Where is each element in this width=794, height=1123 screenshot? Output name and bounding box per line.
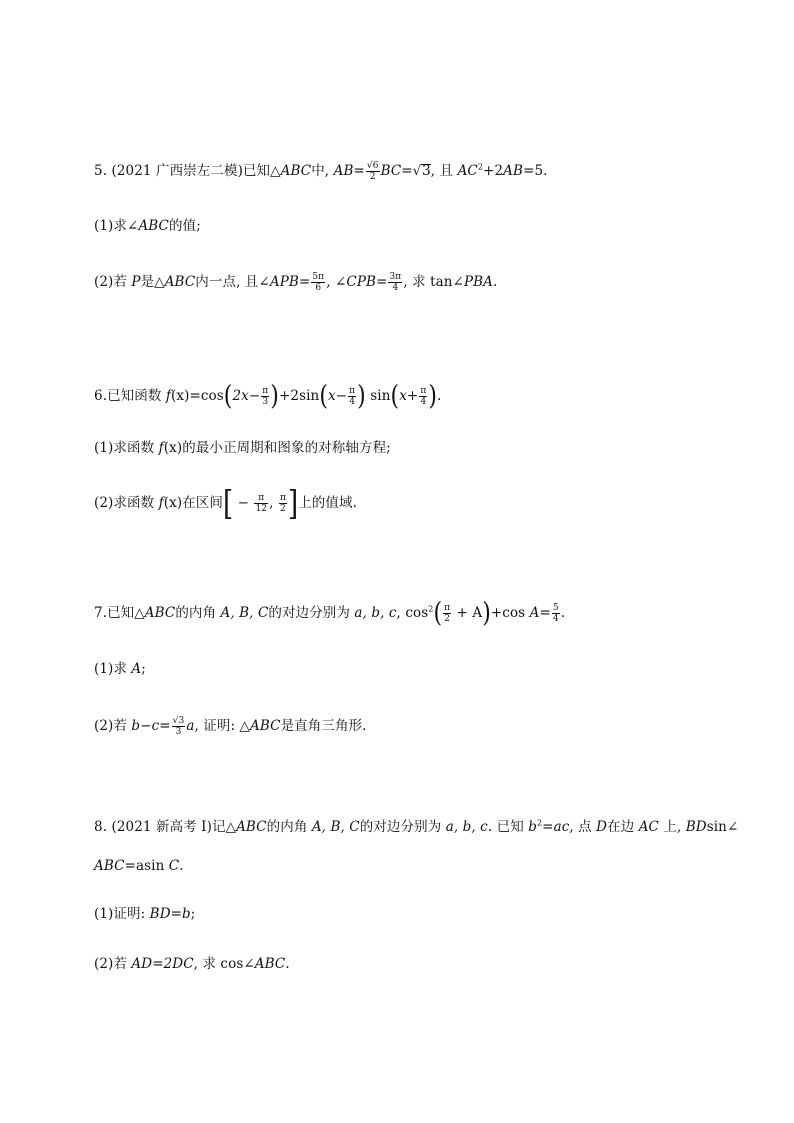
p6-part1-f: f (158, 440, 164, 456)
sqrt-icon: √ (412, 164, 422, 179)
p7-part2-abc: ABC (250, 718, 281, 734)
p5-ab: AB (503, 163, 524, 179)
p7-pluscos: +cos (490, 605, 530, 621)
p8-mid: 的内角 (266, 819, 312, 835)
p7-pi2-fraction (443, 603, 451, 624)
p8-part2-expr: AD=2DC (131, 956, 194, 972)
p7-angles: A, B, C (220, 605, 269, 621)
p8-part2-abc: ABC (254, 956, 286, 972)
p8-eq-ac: =ac (542, 819, 570, 835)
p7-pi2-den: 2 (444, 614, 451, 624)
p6-part1-prefix: (1)求函数 (94, 440, 159, 456)
p6-pi3-den: 3 (262, 397, 269, 407)
p6-pi4b-den: 4 (420, 397, 427, 407)
p5-plus: +2 (483, 163, 504, 179)
p5-triangle: ABC (280, 163, 312, 179)
p8-part1-prefix: (1)证明: (94, 906, 150, 922)
p5-apb-den: 6 (315, 283, 322, 293)
p6-pi4a-num: π (349, 386, 356, 396)
p8-sin: sin∠ (706, 819, 739, 835)
p6-part1-end: 的最小正周期和图象的对称轴方程; (182, 440, 391, 456)
p7-mid: 的内角 (175, 605, 221, 621)
right-paren-icon: ) (357, 380, 366, 412)
p5-part2-mid: 是△ (140, 274, 165, 290)
p6-pi4b-fraction (419, 386, 427, 407)
p8-sq: 2 (536, 818, 543, 828)
right-paren-icon: ) (482, 597, 491, 629)
p6-plus-2sin: +2sin (278, 388, 320, 404)
p8-part2-prefix: (2)若 (94, 956, 132, 972)
problem-5-part-1 (94, 216, 201, 236)
p7-frac-den: 4 (552, 614, 559, 624)
p5-frac-den: 2 (369, 172, 376, 182)
p5-ac: AC (457, 163, 478, 179)
p5-ab-eq: AB= (333, 163, 365, 179)
p8-on2: 上, (658, 819, 686, 835)
p5-end: =5. (523, 163, 548, 179)
p5-sq: 2 (477, 162, 484, 172)
left-bracket-icon: [ (223, 484, 234, 523)
p6-pi3-fraction (261, 386, 269, 407)
problem-6-statement (94, 380, 442, 412)
p7-a: A (529, 605, 540, 621)
problem-8-part-1 (94, 904, 195, 924)
problem-8-statement-line-2 (94, 856, 184, 876)
p5-prefix: 5. (2021 广西崇左二模)已知△ (94, 163, 281, 179)
p8-mid2: 的对边分别为 (359, 819, 446, 835)
p5-part2-end: . (493, 274, 498, 290)
p5-cpb-den: 4 (392, 283, 399, 293)
p6-f: f (165, 388, 171, 404)
problem-8-part-2 (94, 954, 290, 974)
p5-cpb-eq: = (376, 274, 388, 290)
p7-part1-a: A (131, 661, 142, 677)
p5-root: 3 (422, 163, 431, 179)
left-paren-icon: ( (223, 380, 233, 412)
left-paren-icon: ( (390, 380, 400, 412)
right-bracket-icon: ] (287, 484, 299, 523)
problem-7-part-1 (94, 659, 146, 679)
p8-abc: ABC (236, 819, 267, 835)
p7-cos: , cos (396, 605, 429, 621)
p6-pi12-num: π (254, 493, 268, 504)
p7-part2-prefix: (2)若 (94, 718, 132, 734)
right-paren-icon: ) (270, 380, 279, 412)
p6-pi4b-num: π (420, 386, 427, 396)
p5-part2-mid2: 内一点, 且∠ (195, 274, 270, 290)
p8-on: 在边 (607, 819, 639, 835)
p8-part2-end: . (285, 956, 290, 972)
p8-part2-mid: , 求 cos∠ (193, 956, 255, 972)
p5-ask: , 求 tan∠ (403, 274, 464, 290)
left-paren-icon: ( (319, 380, 329, 412)
p6-plus: + (406, 388, 419, 404)
p8-line2-rest: =asin (124, 858, 169, 874)
p7-mid2: 的对边分别为 (268, 605, 355, 621)
p6-pi3-num: π (262, 386, 269, 396)
p5-part1-prefix: (1)求∠ (94, 218, 139, 234)
p6-pi12-den: 12 (255, 504, 268, 514)
p6-pi2-fraction (279, 493, 287, 514)
p6-comma: , (269, 495, 278, 511)
p5-cpb-fraction (388, 272, 402, 293)
p6-part1-x: (x) (163, 440, 183, 456)
p7-part2-mid: , 证明: △ (194, 718, 250, 734)
p6-pi4a-fraction (348, 386, 356, 407)
p6-part2-end: 上的值域. (298, 495, 357, 511)
p8-known: . 已知 (487, 819, 529, 835)
p7-abc: ABC (144, 605, 176, 621)
p8-part1-end: ; (190, 906, 196, 922)
p8-line2-abc: ABC (94, 858, 125, 874)
p8-b: b (528, 819, 537, 835)
p7-part2-fraction (172, 716, 186, 737)
p6-sin: sin (370, 388, 391, 404)
p7-part1: (1)求 (94, 661, 132, 677)
p8-line2-end: . (179, 858, 184, 874)
p7-sq: 2 (428, 604, 434, 614)
p5-apb-eq: = (298, 274, 311, 290)
p5-part1-abc: ABC (138, 218, 169, 234)
p6-2x: 2x (232, 388, 249, 404)
p6-neg: − (237, 495, 250, 511)
p6-x2: x (399, 388, 407, 404)
problem-7-statement (94, 597, 566, 629)
right-paren-icon: ) (428, 380, 438, 412)
p6-pi2-num: π (279, 493, 286, 503)
p8-part1-expr: BD=b (149, 906, 191, 922)
p7-f2-den: 3 (175, 727, 182, 737)
p5-text: 中, (311, 163, 334, 179)
p8-ac: AC (638, 819, 659, 835)
problem-5-part-2 (94, 272, 497, 293)
problem-5-statement (94, 161, 548, 182)
p5-bc: BC (380, 163, 402, 179)
problem-6-part-1 (94, 438, 391, 458)
p7-eq: = (539, 605, 551, 621)
p7-pi2-num: π (444, 603, 451, 613)
p7-part1-end: ; (141, 661, 146, 677)
p6-eq-cos: =cos (189, 388, 224, 404)
p5-part2-abc: ABC (164, 274, 196, 290)
p7-prefix: 7.已知△ (94, 605, 145, 621)
p7-frac-num: 5 (552, 603, 559, 613)
p6-pi12-fraction (254, 493, 268, 514)
p5-and: , 且 (430, 163, 458, 179)
p5-apb-num: 5π (312, 272, 325, 282)
p6-prefix: 6.已知函数 (94, 388, 166, 404)
p5-comma-angle: , ∠ (326, 274, 347, 290)
p5-part1-end: 的值; (169, 218, 201, 234)
p7-part2-end: 是直角三角形. (280, 718, 367, 734)
p6-x1: x (328, 388, 336, 404)
p8-sides: a, b, c (445, 819, 488, 835)
p8-bd: BD (685, 819, 707, 835)
p7-part2-expr: b−c= (131, 718, 171, 734)
p8-prefix: 8. (2021 新高考 Ⅰ)记△ (94, 819, 237, 835)
p5-apb-fraction (311, 272, 325, 293)
p6-pi2-den: 2 (280, 504, 286, 514)
left-paren-icon: ( (433, 597, 443, 629)
p6-pi4a-den: 4 (349, 397, 356, 407)
p8-line2-c: C (168, 858, 180, 874)
p5-apb: APB (269, 274, 299, 290)
p6-end: . (437, 388, 442, 404)
p7-part2-a: a (186, 718, 195, 734)
p7-f2-num: √3 (172, 716, 185, 726)
problem-7-part-2 (94, 716, 367, 737)
p7-fraction (552, 603, 560, 624)
problem-8-statement (94, 817, 738, 837)
p5-part2-p: P (131, 274, 141, 290)
p7-plus-a: + A (452, 605, 483, 621)
problem-6-part-2 (94, 484, 357, 523)
p8-angles: A, B, C (311, 819, 360, 835)
p6-part2-mid: 在区间 (182, 495, 223, 511)
p6-part2-x: (x) (163, 495, 183, 511)
p6-part2-f: f (158, 495, 164, 511)
p5-part2-prefix: (2)若 (94, 274, 132, 290)
p5-frac-num: √6 (366, 161, 379, 171)
p8-d: D (596, 819, 608, 835)
p6-part2-prefix: (2)求函数 (94, 495, 159, 511)
p6-minus: − (248, 388, 261, 404)
p5-pba: PBA (463, 274, 494, 290)
p6-x: (x) (170, 388, 190, 404)
p6-minus2: − (335, 388, 348, 404)
p5-cpb: CPB (346, 274, 377, 290)
p7-sides: a, b, c (354, 605, 397, 621)
p5-cpb-num: 3π (389, 272, 402, 282)
p8-pt: , 点 (569, 819, 597, 835)
p5-fraction (366, 161, 380, 182)
p5-eq: = (401, 163, 413, 179)
p7-end: . (560, 605, 566, 621)
